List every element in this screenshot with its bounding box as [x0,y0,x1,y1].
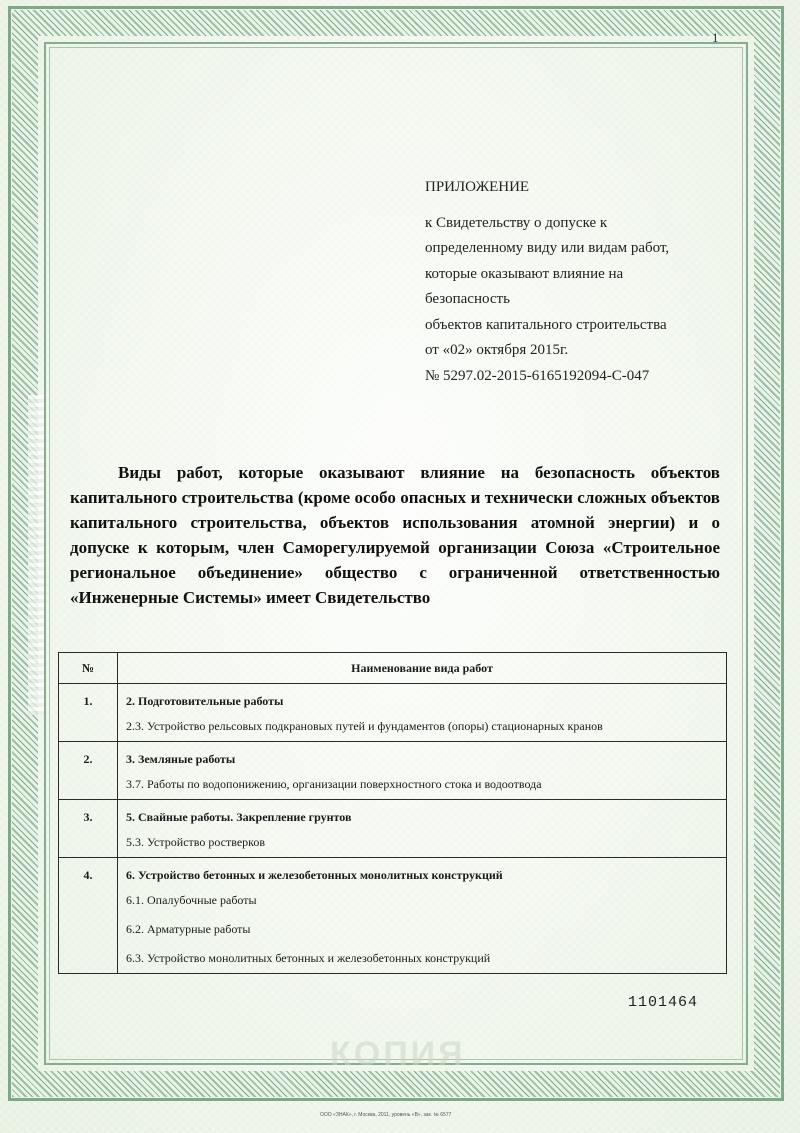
table-row [59,800,727,858]
row-content [118,800,727,858]
row-number: 4. [59,858,118,974]
appendix-line: безопасность [425,291,510,307]
page-number: 1 [712,30,719,45]
appendix-line: определенному виду или видам работ, [425,240,670,256]
column-header-name: Наименование вида работ [118,653,727,684]
certificate-number: № 5297.02-2015-6165192094-С-047 [425,367,650,384]
appendix-line: объектов капитального строительства [425,316,667,333]
row-number: 1. [59,684,118,742]
row-content [118,858,727,974]
work-group-title: 3. Земляные работы [126,752,236,766]
row-content [118,684,727,742]
table-header-row [59,653,727,684]
work-item: 6.1. Опалубочные работы [126,893,257,907]
appendix-heading: ПРИЛОЖЕНИЕ [425,179,530,195]
table-row [59,684,727,742]
column-header-number: № [59,653,118,684]
row-number: 2. [59,742,118,800]
appendix-line: от «02» октября 2015г. [425,342,569,358]
row-number: 3. [59,800,118,858]
row-content [118,742,727,800]
work-item: 6.3. Устройство монолитных бетонных и железобетонных конструкций [126,951,491,965]
appendix-line: к Свидетельству о допуске к [425,214,608,231]
appendix-line: которые оказывают влияние на [425,265,624,282]
work-item: 5.3. Устройство ростверков [126,835,266,849]
binding-holes [28,395,44,715]
table-row [59,742,727,800]
copy-watermark: КОПИЯ [330,1035,466,1073]
work-group-title: 5. Свайные работы. Закрепление грунтов [126,810,352,824]
works-table [58,652,727,974]
printer-imprint: ООО «ЗНАК», г. Москва, 2011, уровень «В», зак. № 6577 [320,1112,452,1118]
work-group-title: 6. Устройство бетонных и железобетонных монолитных конструкций [126,868,503,882]
form-serial-number: 1101464 [628,994,699,1011]
work-item: 6.2. Арматурные работы [126,922,251,936]
table-row [59,858,727,974]
work-group-title: 2. Подготовительные работы [126,694,284,708]
work-item: 3.7. Работы по водопонижению, организации поверхностного стока и водоотвода [126,777,542,791]
appendix-block [425,175,715,389]
work-item: 2.3. Устройство рельсовых подкрановых путей и фундаментов (опоры) стационарных кранов [126,719,603,733]
document-title: Виды работ, которые оказывают влияние на безопасность объектов капитального строительства (кроме особо опасных и технически сложных объектов капитального строительства, объектов использования атомной энергии) и о допуске к которым, член Саморегулируемой организации Союза «Строительное региональное объединение» общество с ограниченной ответственностью «Инженерные Системы» имеет Свидетельство [70,463,720,607]
